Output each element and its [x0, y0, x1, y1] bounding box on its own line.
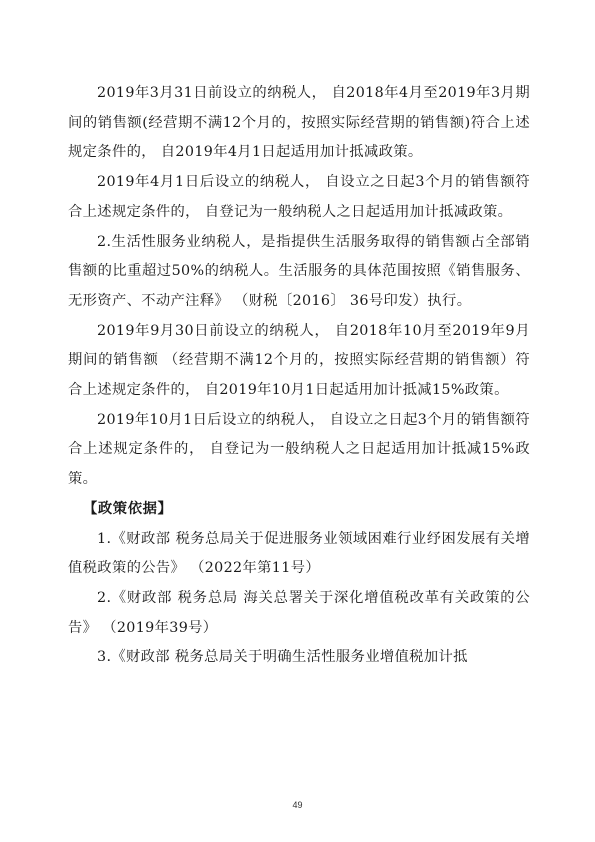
policy-basis-heading: 【政策依据】 [83, 500, 173, 517]
paragraph-pre-2019-10-taxpayers: 2019年9月30日前设立的纳税人， 自2018年10月至2019年9月期间的销售额 （经营期不满12个月的，按照实际经营期的销售额）符合上述规定条件的， 自2019年10月1日起适用加计抵减15%政策。 [68, 322, 530, 399]
paragraph-post-2019-10-taxpayers: 2019年10月1日后设立的纳税人， 自设立之日起3个月的销售额符合上述规定条件的， 自登记为一般纳税人之日起适用加计抵减15%政策。 [68, 411, 530, 488]
policy-item-2: 2.《财政部 税务总局 海关总署关于深化增值税改革有关政策的公告》 （2019年39号） [68, 589, 530, 636]
policy-item-1: 1.《财政部 税务总局关于促进服务业领域困难行业纾困发展有关增值税政策的公告》 （2022年第11号） [68, 530, 530, 577]
paragraph-lifestyle-service-definition: 2.生活性服务业纳税人，是指提供生活服务取得的销售额占全部销售额的比重超过50%的纳税人。生活服务的具体范围按照《销售服务、无形资产、不动产注释》 （财税〔2016〕 36号印发）执行。 [68, 233, 530, 309]
paragraph-post-2019-04-taxpayers: 2019年4月1日后设立的纳税人， 自设立之日起3个月的销售额符合上述规定条件的， 自登记为一般纳税人之日起适用加计抵减政策。 [68, 174, 530, 220]
page-number: 49 [292, 800, 303, 810]
body-text [68, 79, 530, 673]
paragraph-pre-2019-04-taxpayers: 2019年3月31日前设立的纳税人， 自2018年4月至2019年3月期间的销售额(经营期不满12个月的，按照实际经营期的销售额)符合上述规定条件的， 自2019年4月1日起适用加计抵减政策。 [68, 85, 530, 161]
policy-item-3: 3.《财政部 税务总局关于明确生活性服务业增值税加计抵 [97, 649, 468, 666]
